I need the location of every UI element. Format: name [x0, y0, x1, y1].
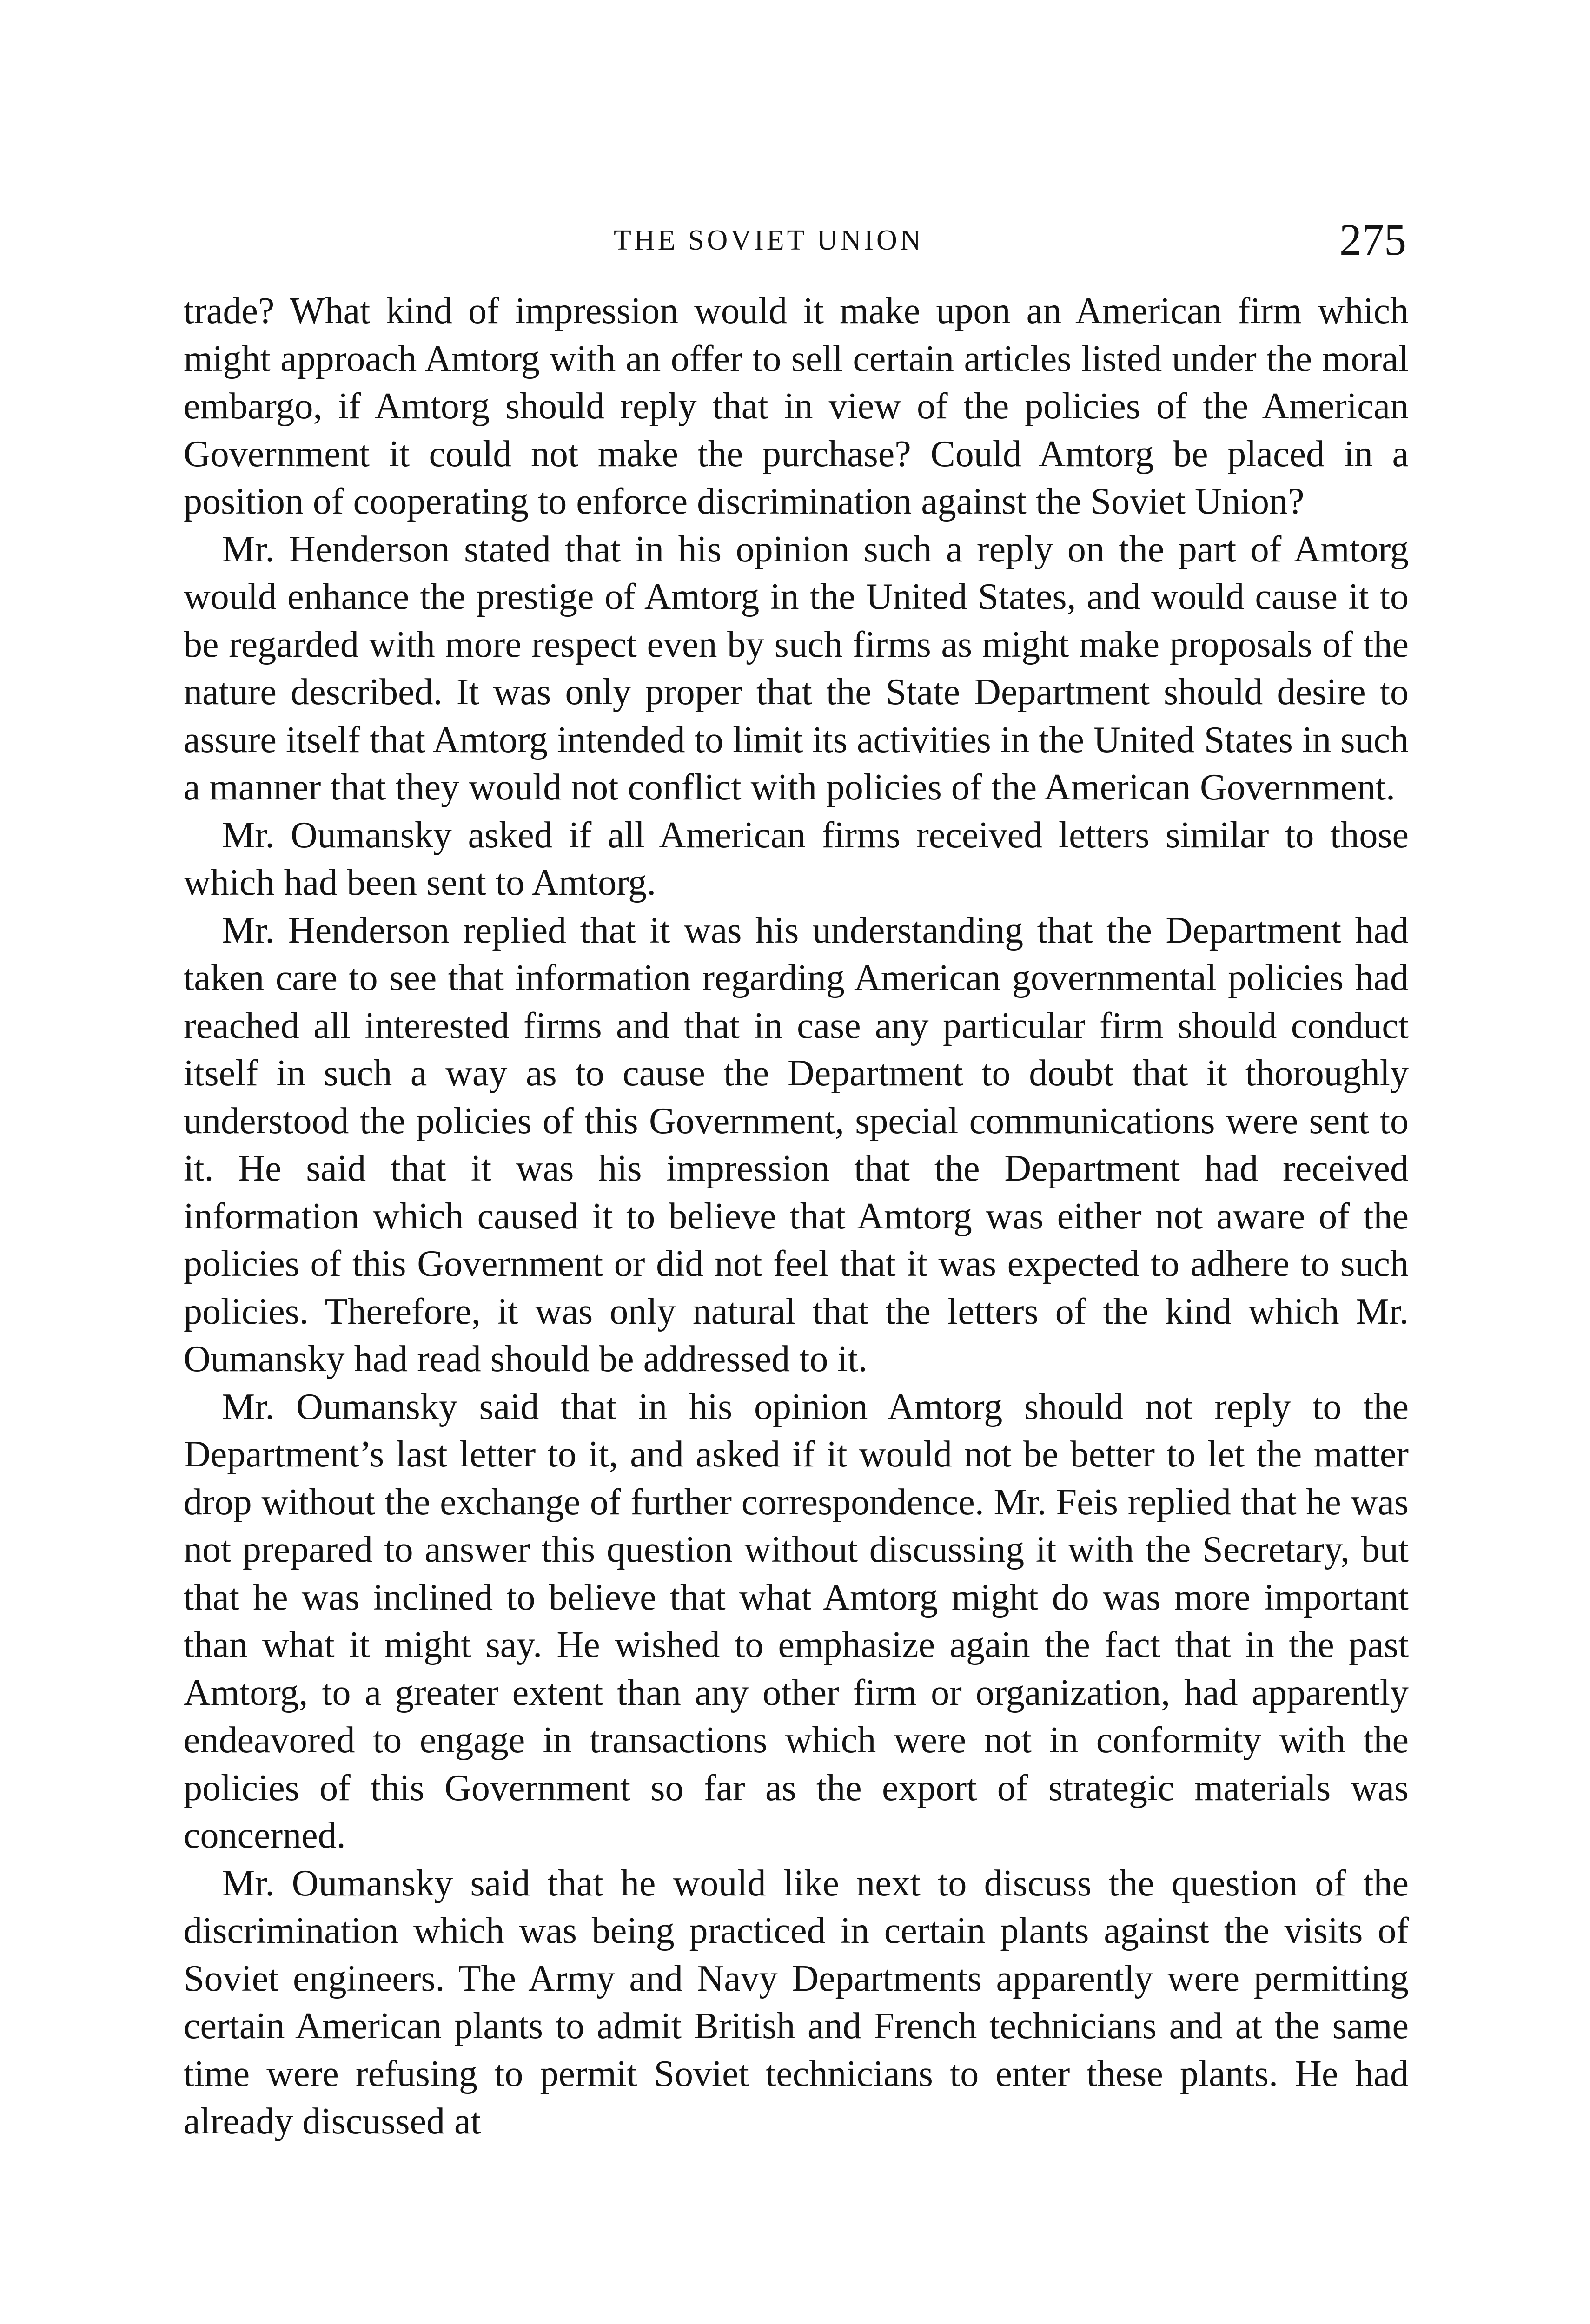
paragraph-oumansky-question: Mr. Oumansky asked if all American firms received letters similar to those which had been sent to Amtorg.	[184, 814, 1409, 903]
paragraph-henderson-statement: Mr. Henderson stated that in his opinion such a reply on the part of Amtorg would enhance the prestige of Amtorg in the United States, and would cause it to be regarded with more respect even by such firms as might make proposals of the nature described. It was only proper that the State Department should desire to assure itself that Amtorg intended to limit its activities in the United States in such a manner that they would not conflict with policies of the American Government.	[184, 528, 1409, 808]
paragraph-oumansky-feis: Mr. Oumansky said that in his opinion Amtorg should not reply to the Department’s last letter to it, and asked if it would not be better to let the matter drop without the exchange of further correspondence. Mr. Feis replied that he was not prepared to answer this question without discussing it with the Secretary, but that he was inclined to believe that what Amtorg might do was more important than what it might say. He wished to emphasize again the fact that in the past Amtorg, to a greater extent than any other firm or organization, had apparently endeavored to engage in transactions which were not in conformity with the policies of this Government so far as the export of strategic materials was concerned.	[184, 1386, 1409, 1856]
running-header	[0, 214, 1590, 265]
running-title: THE SOVIET UNION	[614, 224, 924, 256]
paragraph-soviet-engineers: Mr. Oumansky said that he would like next to discuss the question of the discrimination which was being practiced in certain plants against the visits of Soviet engineers. The Army and Navy Departments apparently were permitting certain American plants to admit British and French technicians and at the same time were refusing to permit Soviet technicians to enter these plants. He had already discussed at	[184, 1862, 1409, 2142]
paragraph-henderson-reply: Mr. Henderson replied that it was his understanding that the Department had taken care to see that information regarding American governmental policies had reached all interested firms and that in case any particular firm should conduct itself in such a way as to cause the Department to doubt that it thoroughly understood the policies of this Government, special communications were sent to it. He said that it was his impression that the Department had received information which caused it to believe that Amtorg was either not aware of the policies of this Government or did not feel that it was expected to adhere to such policies. Therefore, it was only natural that the letters of the kind which Mr. Oumansky had read should be addressed to it.	[184, 910, 1409, 1380]
body-text	[184, 287, 1409, 2146]
page-number: 275	[1339, 215, 1406, 264]
paragraph-continuation: trade? What kind of impression would it make upon an American firm which might approach Amtorg with an offer to sell certain articles listed under the moral embargo, if Amtorg should reply that in view of the policies of the American Government it could not make the purchase? Could Amtorg be placed in a position of cooperating to enforce discrimination against the Soviet Union?	[184, 290, 1409, 522]
